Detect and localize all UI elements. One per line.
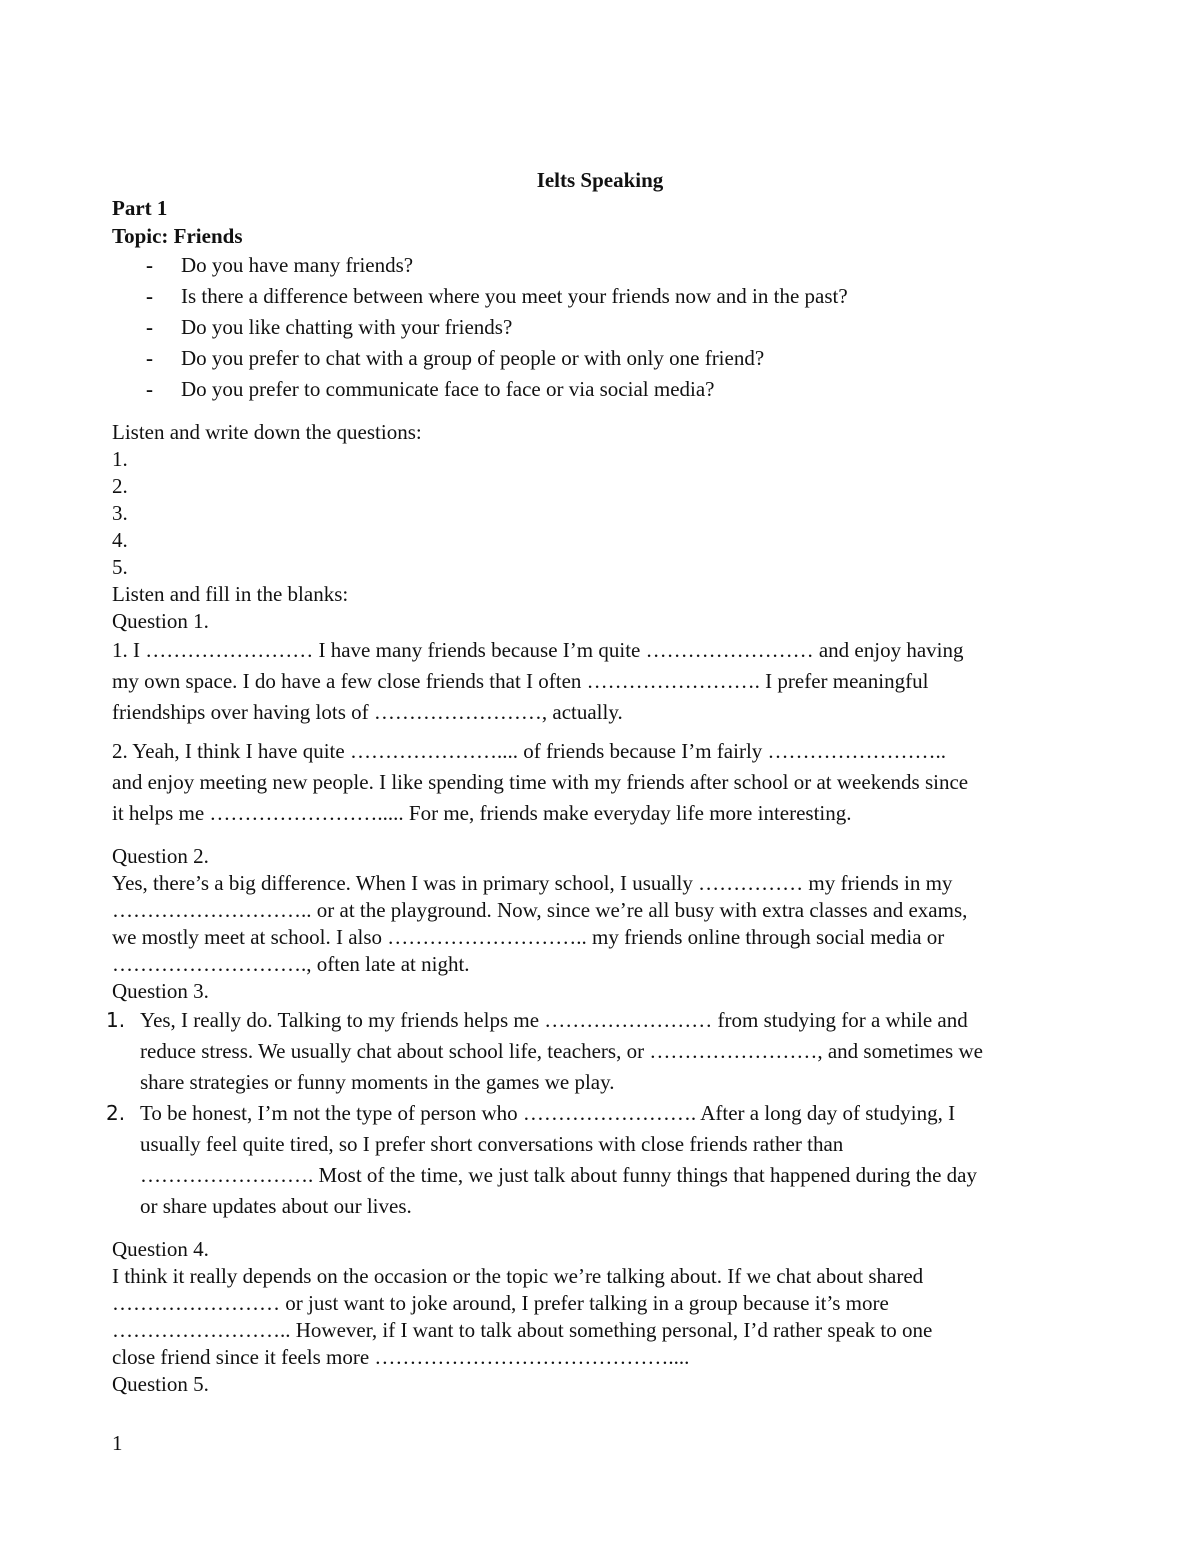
question-3-label: Question 3. bbox=[112, 979, 209, 1003]
bullet-dash: - bbox=[146, 315, 153, 339]
fill-blanks-label: Listen and fill in the blanks: bbox=[112, 582, 349, 606]
document-body bbox=[106, 194, 1087, 1398]
list-item: - Do you prefer to communicate face to face or via social media? bbox=[112, 374, 1087, 405]
question-4-answer: I think it really depends on the occasion or the topic we’re talking about. If we chat about shared …………………… or just want to joke around, I prefer talking in a group because it’s more …………………….. However, if I want to talk about something personal, I’d rather speak to one close friend since it feels more …………………………………….... bbox=[112, 1264, 933, 1369]
topic-heading: Topic: Friends bbox=[112, 224, 243, 248]
bullet-dash: - bbox=[146, 253, 153, 277]
bullet-dash: - bbox=[146, 284, 153, 308]
list-item: - Is there a difference between where you meet your friends now and in the past? bbox=[112, 281, 1087, 312]
question-3-answers bbox=[106, 1005, 1087, 1222]
question-2-answer: Yes, there’s a big difference. When I was in primary school, I usually …………… my friends in my ……………………….. or at the playground. Now, since we’re all busy with extra classes and exams, we mostly meet at school. I also ……………………….. my friends online through social media or ………………………., often late at night. bbox=[112, 871, 968, 976]
question-1-label: Question 1. bbox=[112, 609, 209, 633]
write-line: 4. bbox=[112, 528, 128, 552]
list-item: - Do you prefer to chat with a group of people or with only one friend? bbox=[112, 343, 1087, 374]
topic-questions-list bbox=[112, 250, 1087, 405]
listen-write-label: Listen and write down the questions: bbox=[112, 420, 422, 444]
question-1-answer-1: 1. I …………………… I have many friends because I’m quite …………………… and enjoy having my own space. I do have a few close friends that I often ……………………. I prefer meaningful friendships over having lots of ……………………, actually. bbox=[112, 638, 964, 724]
bullet-dash: - bbox=[146, 377, 153, 401]
item-number: 1. bbox=[106, 1008, 126, 1032]
write-line: 3. bbox=[112, 501, 128, 525]
question-4-label: Question 4. bbox=[112, 1237, 209, 1261]
item-number: 2. bbox=[106, 1101, 126, 1125]
question-5-label: Question 5. bbox=[112, 1372, 209, 1396]
list-item: - Do you like chatting with your friends? bbox=[112, 312, 1087, 343]
part-heading: Part 1 bbox=[112, 196, 168, 220]
question-1-answer-2: 2. Yeah, I think I have quite ………………….... of friends because I’m fairly …………………….. and enjoy meeting new people. I like spending time with my friends after school or at weekends since it helps me ……………………..... For me, friends make everyday life more interesting. bbox=[112, 739, 969, 825]
page-number: 1 bbox=[112, 1431, 123, 1455]
question-2-label: Question 2. bbox=[112, 844, 209, 868]
write-line: 5. bbox=[112, 555, 128, 579]
bullet-dash: - bbox=[146, 346, 153, 370]
write-line: 2. bbox=[112, 474, 128, 498]
list-item: - Do you have many friends? bbox=[112, 250, 1087, 281]
document-title: Ielts Speaking bbox=[536, 168, 664, 192]
list-item: 2. To be honest, I’m not the type of person who ……………………. After a long day of studying, I usually feel quite tired, so I prefer short conversations with close friends rather than ……………………. Most of the time, we just talk about funny things that happened during the day or share updates about our lives. bbox=[112, 1098, 1087, 1222]
write-line: 1. bbox=[112, 447, 128, 471]
list-item: 1. Yes, I really do. Talking to my friends helps me …………………… from studying for a while and reduce stress. We usually chat about school life, teachers, or ……………………, and sometimes we share strategies or funny moments in the games we play. bbox=[112, 1005, 1087, 1098]
